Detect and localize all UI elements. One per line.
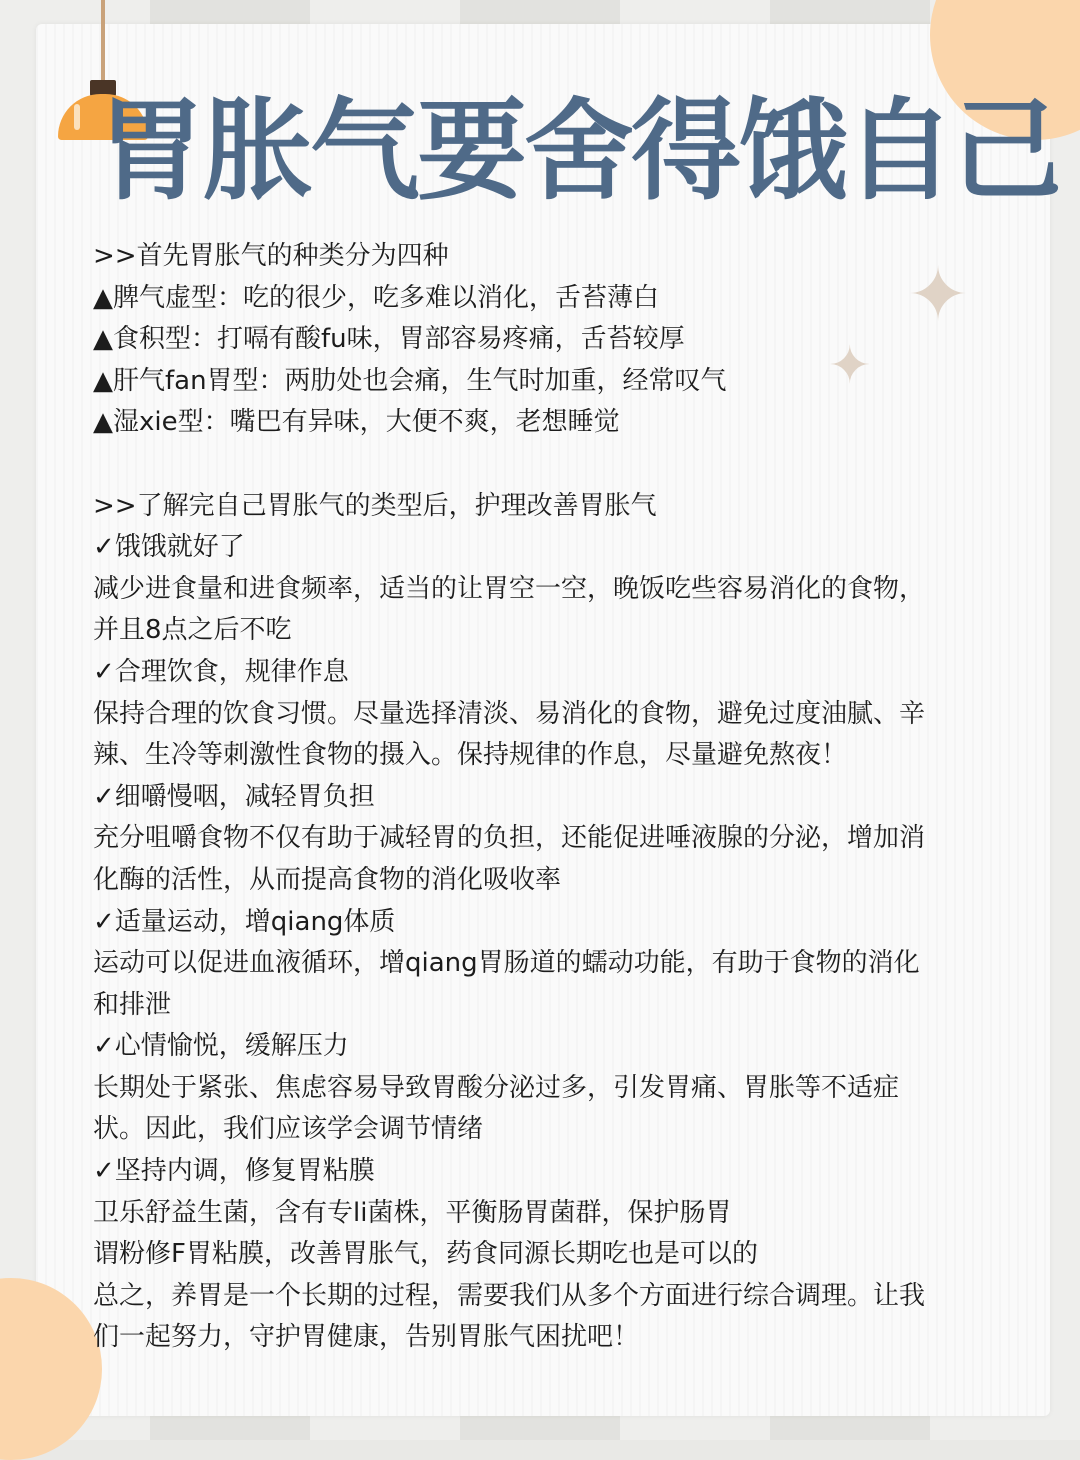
type-item: ▲脾气虚型：吃的很少，吃多难以消化，舌苔薄白 [93,282,659,313]
conclusion-line: 总之，养胃是一个长期的过程，需要我们从多个方面进行综合调理。让我 [93,1280,926,1311]
tip-heading: ✓饿饿就好了 [93,532,245,563]
lamp-cord [101,0,105,84]
type-item: ▲食积型：打嗝有酸fu味，胃部容易疼痛，舌苔较厚 [93,324,685,355]
tip-body: 谓粉修F胃粘膜，改善胃胀气，药食同源长期吃也是可以的 [93,1239,758,1270]
tip-heading: ✓合理饮食，规律作息 [93,656,349,687]
types-intro: >>首先胃胀气的种类分为四种 [93,241,449,271]
tip-heading: ✓细嚼慢咽，减轻胃负担 [93,781,375,812]
conclusion-line: 们一起努力，守护胃健康，告别胃胀气困扰吧！ [93,1322,640,1353]
spacer [93,444,993,486]
tip-body: 辣、生冷等刺激性食物的摄入。保持规律的作息，尽量避免熬夜！ [93,740,848,771]
tip-body: 状。因此，我们应该学会调节情绪 [93,1114,484,1145]
tip-body: 减少进食量和进食频率，适当的让胃空一空，晚饭吃些容易消化的食物， [93,573,926,604]
tip-body: 保持合理的饮食习惯。尽量选择清淡、易消化的食物，避免过度油腻、辛 [93,698,926,729]
tip-heading: ✓坚持内调，修复胃粘膜 [93,1156,375,1187]
type-item: ▲湿xie型：嘴巴有异味，大便不爽，老想睡觉 [93,407,620,438]
tip-body: 并且8点之后不吃 [93,615,292,646]
sparkle-icon: ✦ [907,252,970,338]
tip-body: 和排泄 [93,989,172,1020]
page-title: 胃胀气要舍得饿自己 [96,87,1059,215]
type-item: ▲肝气fan胃型：两肋处也会痛，生气时加重，经常叹气 [93,365,727,396]
article-body [93,236,993,1359]
tip-body: 运动可以促进血液循环，增qiang胃肠道的蠕动功能，有助于食物的消化 [93,948,920,979]
sparkle-icon: ✦ [828,336,872,396]
tip-body: 化酶的活性，从而提高食物的消化吸收率 [93,864,562,895]
tip-heading: ✓适量运动，增qiang体质 [93,906,396,937]
tip-body: 长期处于紧张、焦虑容易导致胃酸分泌过多，引发胃痛、胃胀等不适症 [93,1072,900,1103]
tip-body: 卫乐舒益生菌，含有专li菌株，平衡肠胃菌群，保护肠胃 [93,1197,732,1228]
tip-body: 充分咀嚼食物不仅有助于减轻胃的负担，还能促进唾液腺的分泌，增加消 [93,823,926,854]
tip-heading: ✓心情愉悦，缓解压力 [93,1031,349,1062]
care-intro: >>了解完自己胃胀气的类型后，护理改善胃胀气 [93,490,657,521]
